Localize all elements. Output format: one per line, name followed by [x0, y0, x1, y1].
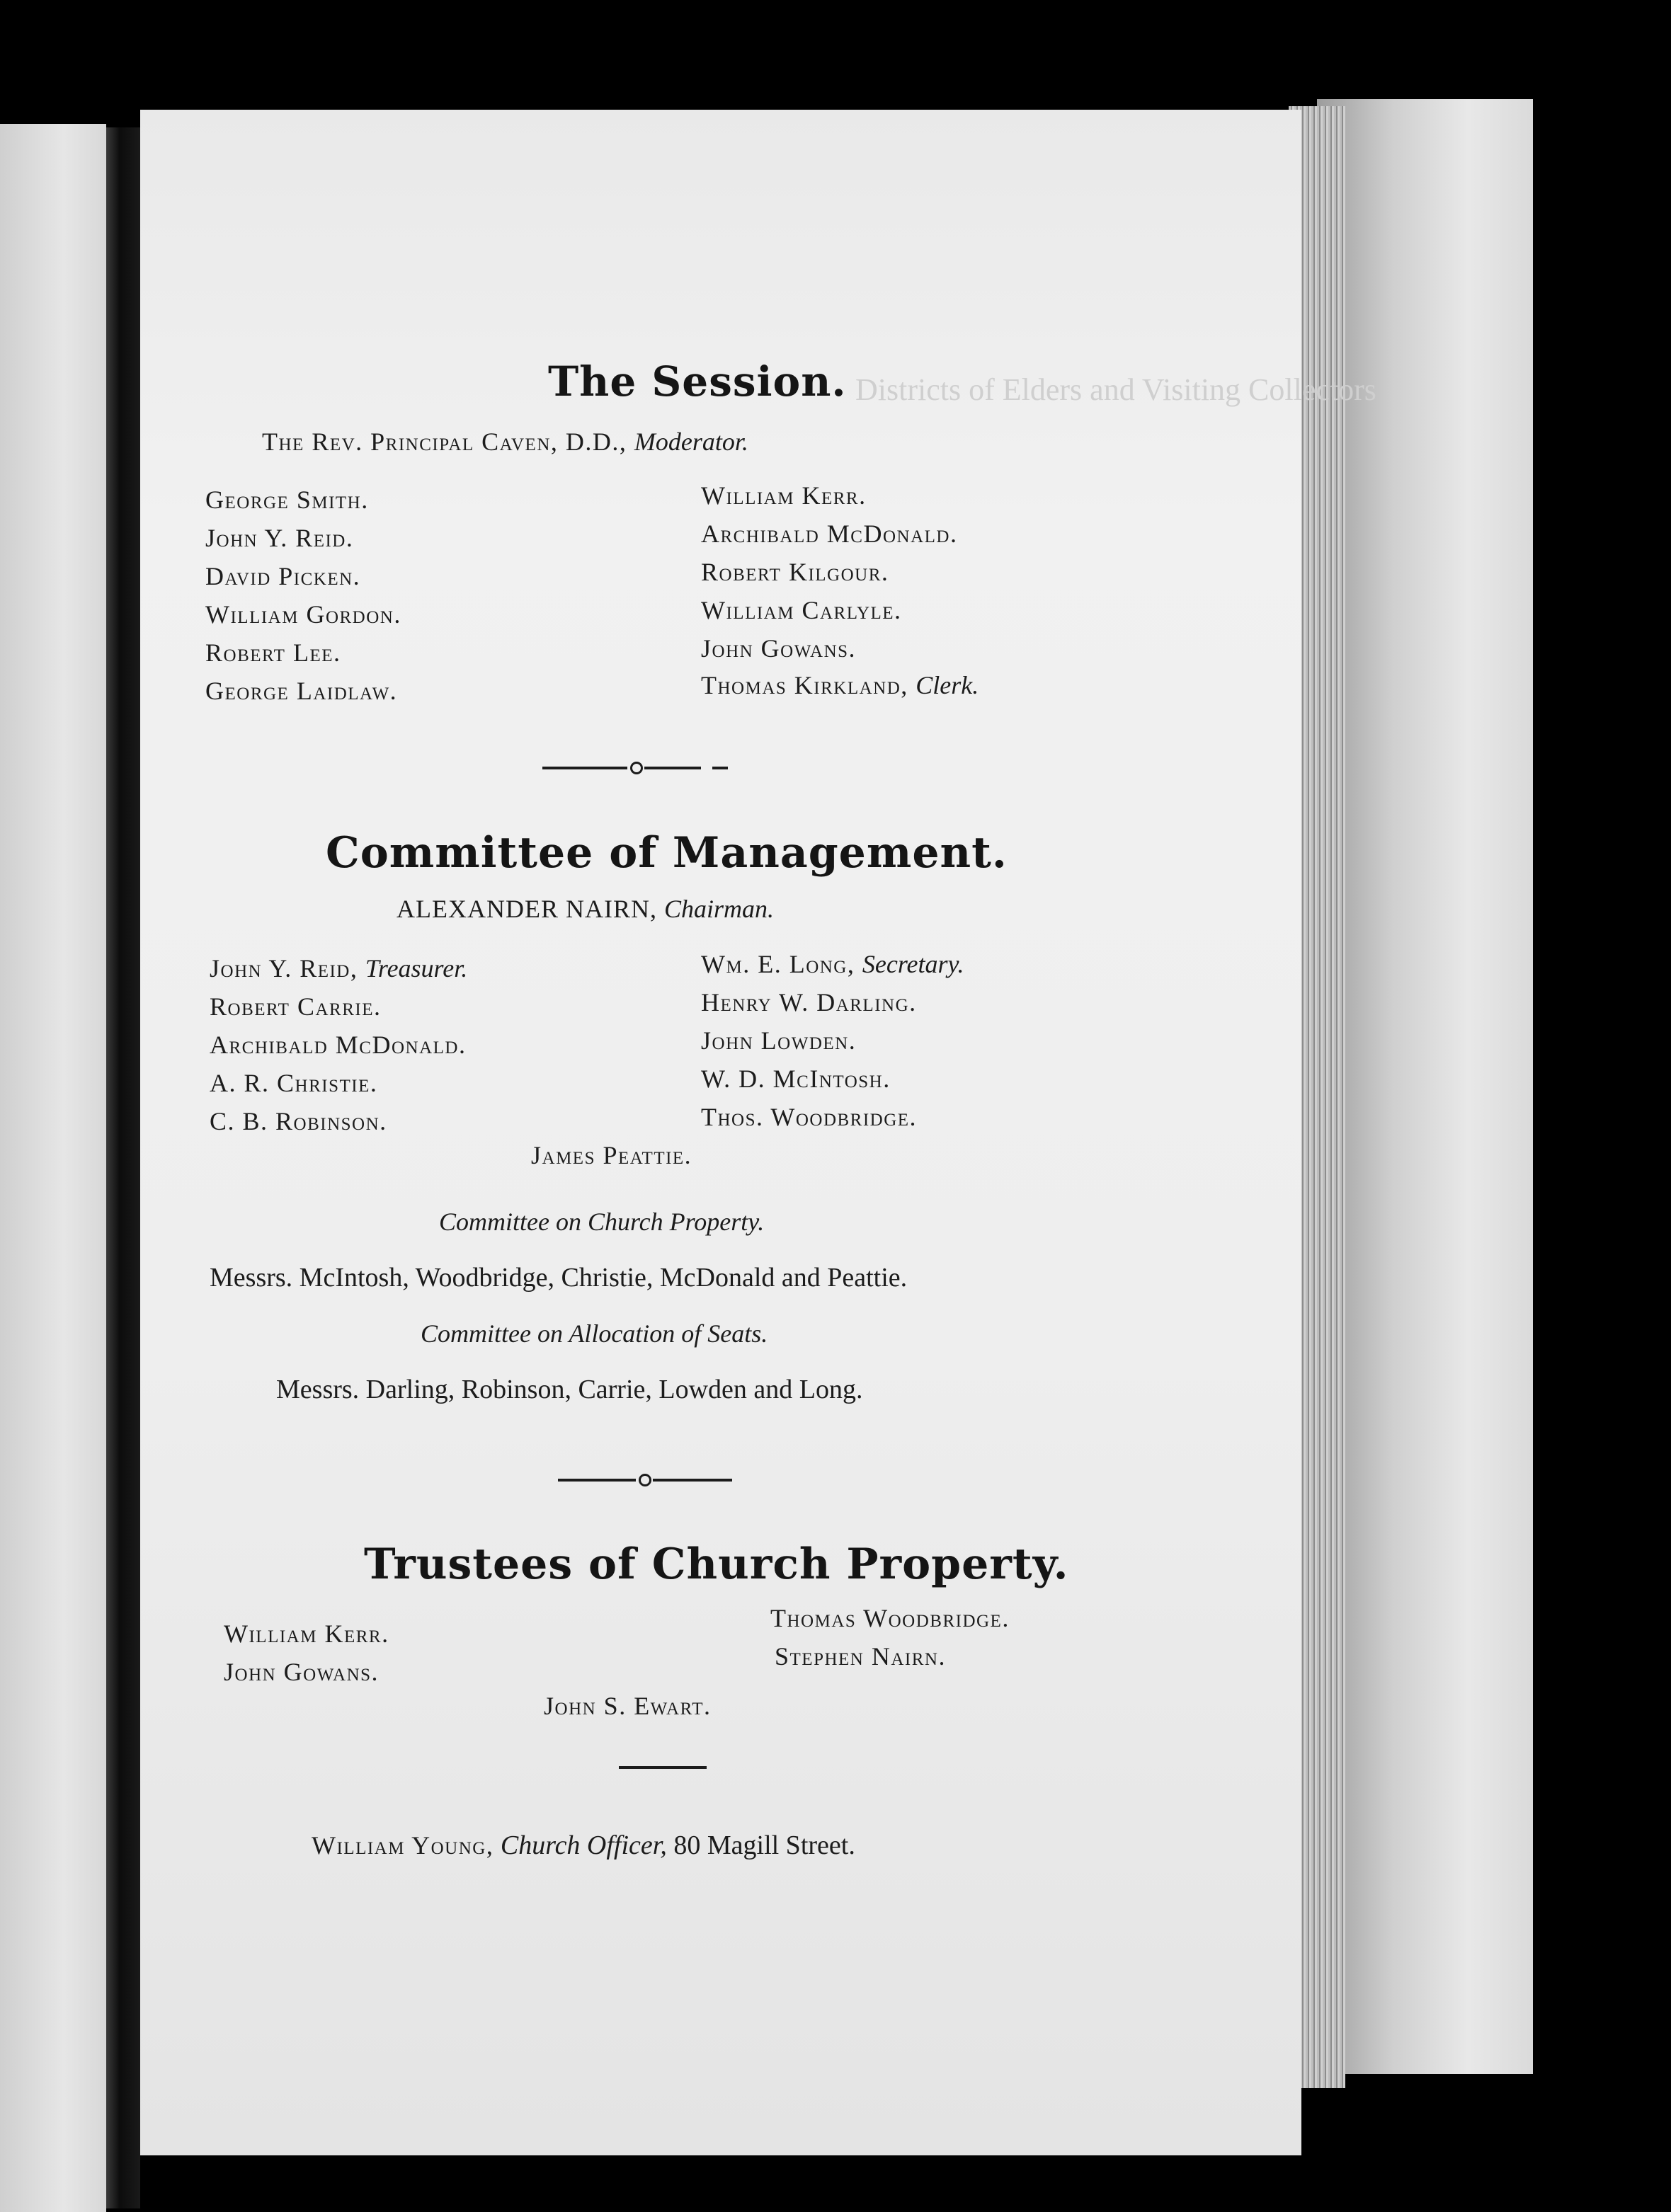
management-chairman [397, 894, 774, 924]
management-member-centered: James Peattie. [531, 1141, 692, 1169]
session-moderator: The Rev. Principal Caven, D.D., Moderator. [262, 428, 748, 456]
trustee: William Kerr. [224, 1620, 389, 1648]
trustee: John Gowans. [224, 1658, 380, 1686]
management-member: John Lowden. [701, 1026, 857, 1055]
management-heading: Committee of Management. [326, 828, 1008, 878]
officer-address: 80 Magill Street. [673, 1830, 855, 1860]
management-member: W. D. McIntosh. [701, 1065, 891, 1093]
treasurer-name: John Y. Reid, [210, 954, 358, 982]
clerk-name: Thomas Kirkland, [701, 671, 908, 699]
officer-role: Church Officer, [500, 1830, 667, 1860]
trustee: Thomas Woodbridge. [770, 1604, 1010, 1632]
seats-committee-members: Messrs. Darling, Robinson, Carrie, Lowden and Long. [276, 1375, 863, 1404]
management-treasurer [210, 953, 467, 983]
property-committee-title: Committee on Church Property. [439, 1208, 765, 1236]
page [140, 110, 1376, 2155]
seats-committee-title: Committee on Allocation of Seats. [421, 1319, 768, 1348]
session-member: William Gordon. [205, 600, 401, 629]
book-spine [106, 127, 140, 2208]
chairman-role: Chairman. [663, 895, 774, 923]
church-officer-line [312, 1830, 855, 1861]
management-member: Robert Carrie. [210, 992, 382, 1021]
ornament-rule [619, 1766, 707, 1769]
management-member: Thos. Woodbridge. [701, 1103, 918, 1131]
moderator-name: The Rev. Principal Caven, D.D. [262, 428, 620, 456]
session-heading: The Session. [548, 357, 847, 406]
session-member: John Y. Reid. [205, 524, 354, 552]
officer-name: William Young, [312, 1831, 494, 1859]
session-member: George Smith. [205, 486, 369, 514]
treasurer-role: Treasurer. [365, 954, 468, 982]
ornament-rule [542, 767, 627, 769]
chairman-name: ALEXANDER NAIRN, [397, 895, 657, 923]
secretary-role: Secretary. [862, 950, 964, 978]
session-member: John Gowans. [701, 634, 857, 663]
ornament-circle [630, 762, 643, 774]
property-committee-members: Messrs. McIntosh, Woodbridge, Christie, McDonald and Peattie. [210, 1263, 908, 1293]
secretary-name: Wm. E. Long, [701, 950, 855, 978]
trustee-centered: John S. Ewart. [544, 1692, 712, 1720]
session-member: Robert Kilgour. [701, 558, 889, 586]
session-clerk [701, 670, 979, 700]
bleed-through-heading: Districts of Elders and Visiting Collectors [855, 372, 1376, 407]
ornament-rule [644, 767, 701, 769]
session-member: William Carlyle. [701, 596, 902, 624]
session-member: David Picken. [205, 562, 361, 590]
trustee: Stephen Nairn. [775, 1642, 946, 1671]
session-member: George Laidlaw. [205, 677, 398, 705]
management-member: A. R. Christie. [210, 1069, 378, 1097]
ornament-rule [712, 767, 728, 769]
ornament-rule [558, 1479, 636, 1482]
trustees-heading: Trustees of Church Property. [364, 1540, 1069, 1589]
session-member: William Kerr. [701, 481, 867, 510]
moderator-role: Moderator. [634, 428, 748, 456]
management-member: Henry W. Darling. [701, 988, 917, 1016]
management-member: C. B. Robinson. [210, 1107, 387, 1135]
ornament-circle [639, 1474, 651, 1486]
clerk-role: Clerk. [916, 671, 979, 699]
left-page-edge [0, 124, 106, 2212]
session-member: Robert Lee. [205, 638, 341, 667]
session-member: Archibald McDonald. [701, 520, 958, 548]
management-member: Archibald McDonald. [210, 1031, 467, 1059]
ornament-rule [653, 1479, 732, 1482]
management-secretary [701, 949, 964, 979]
